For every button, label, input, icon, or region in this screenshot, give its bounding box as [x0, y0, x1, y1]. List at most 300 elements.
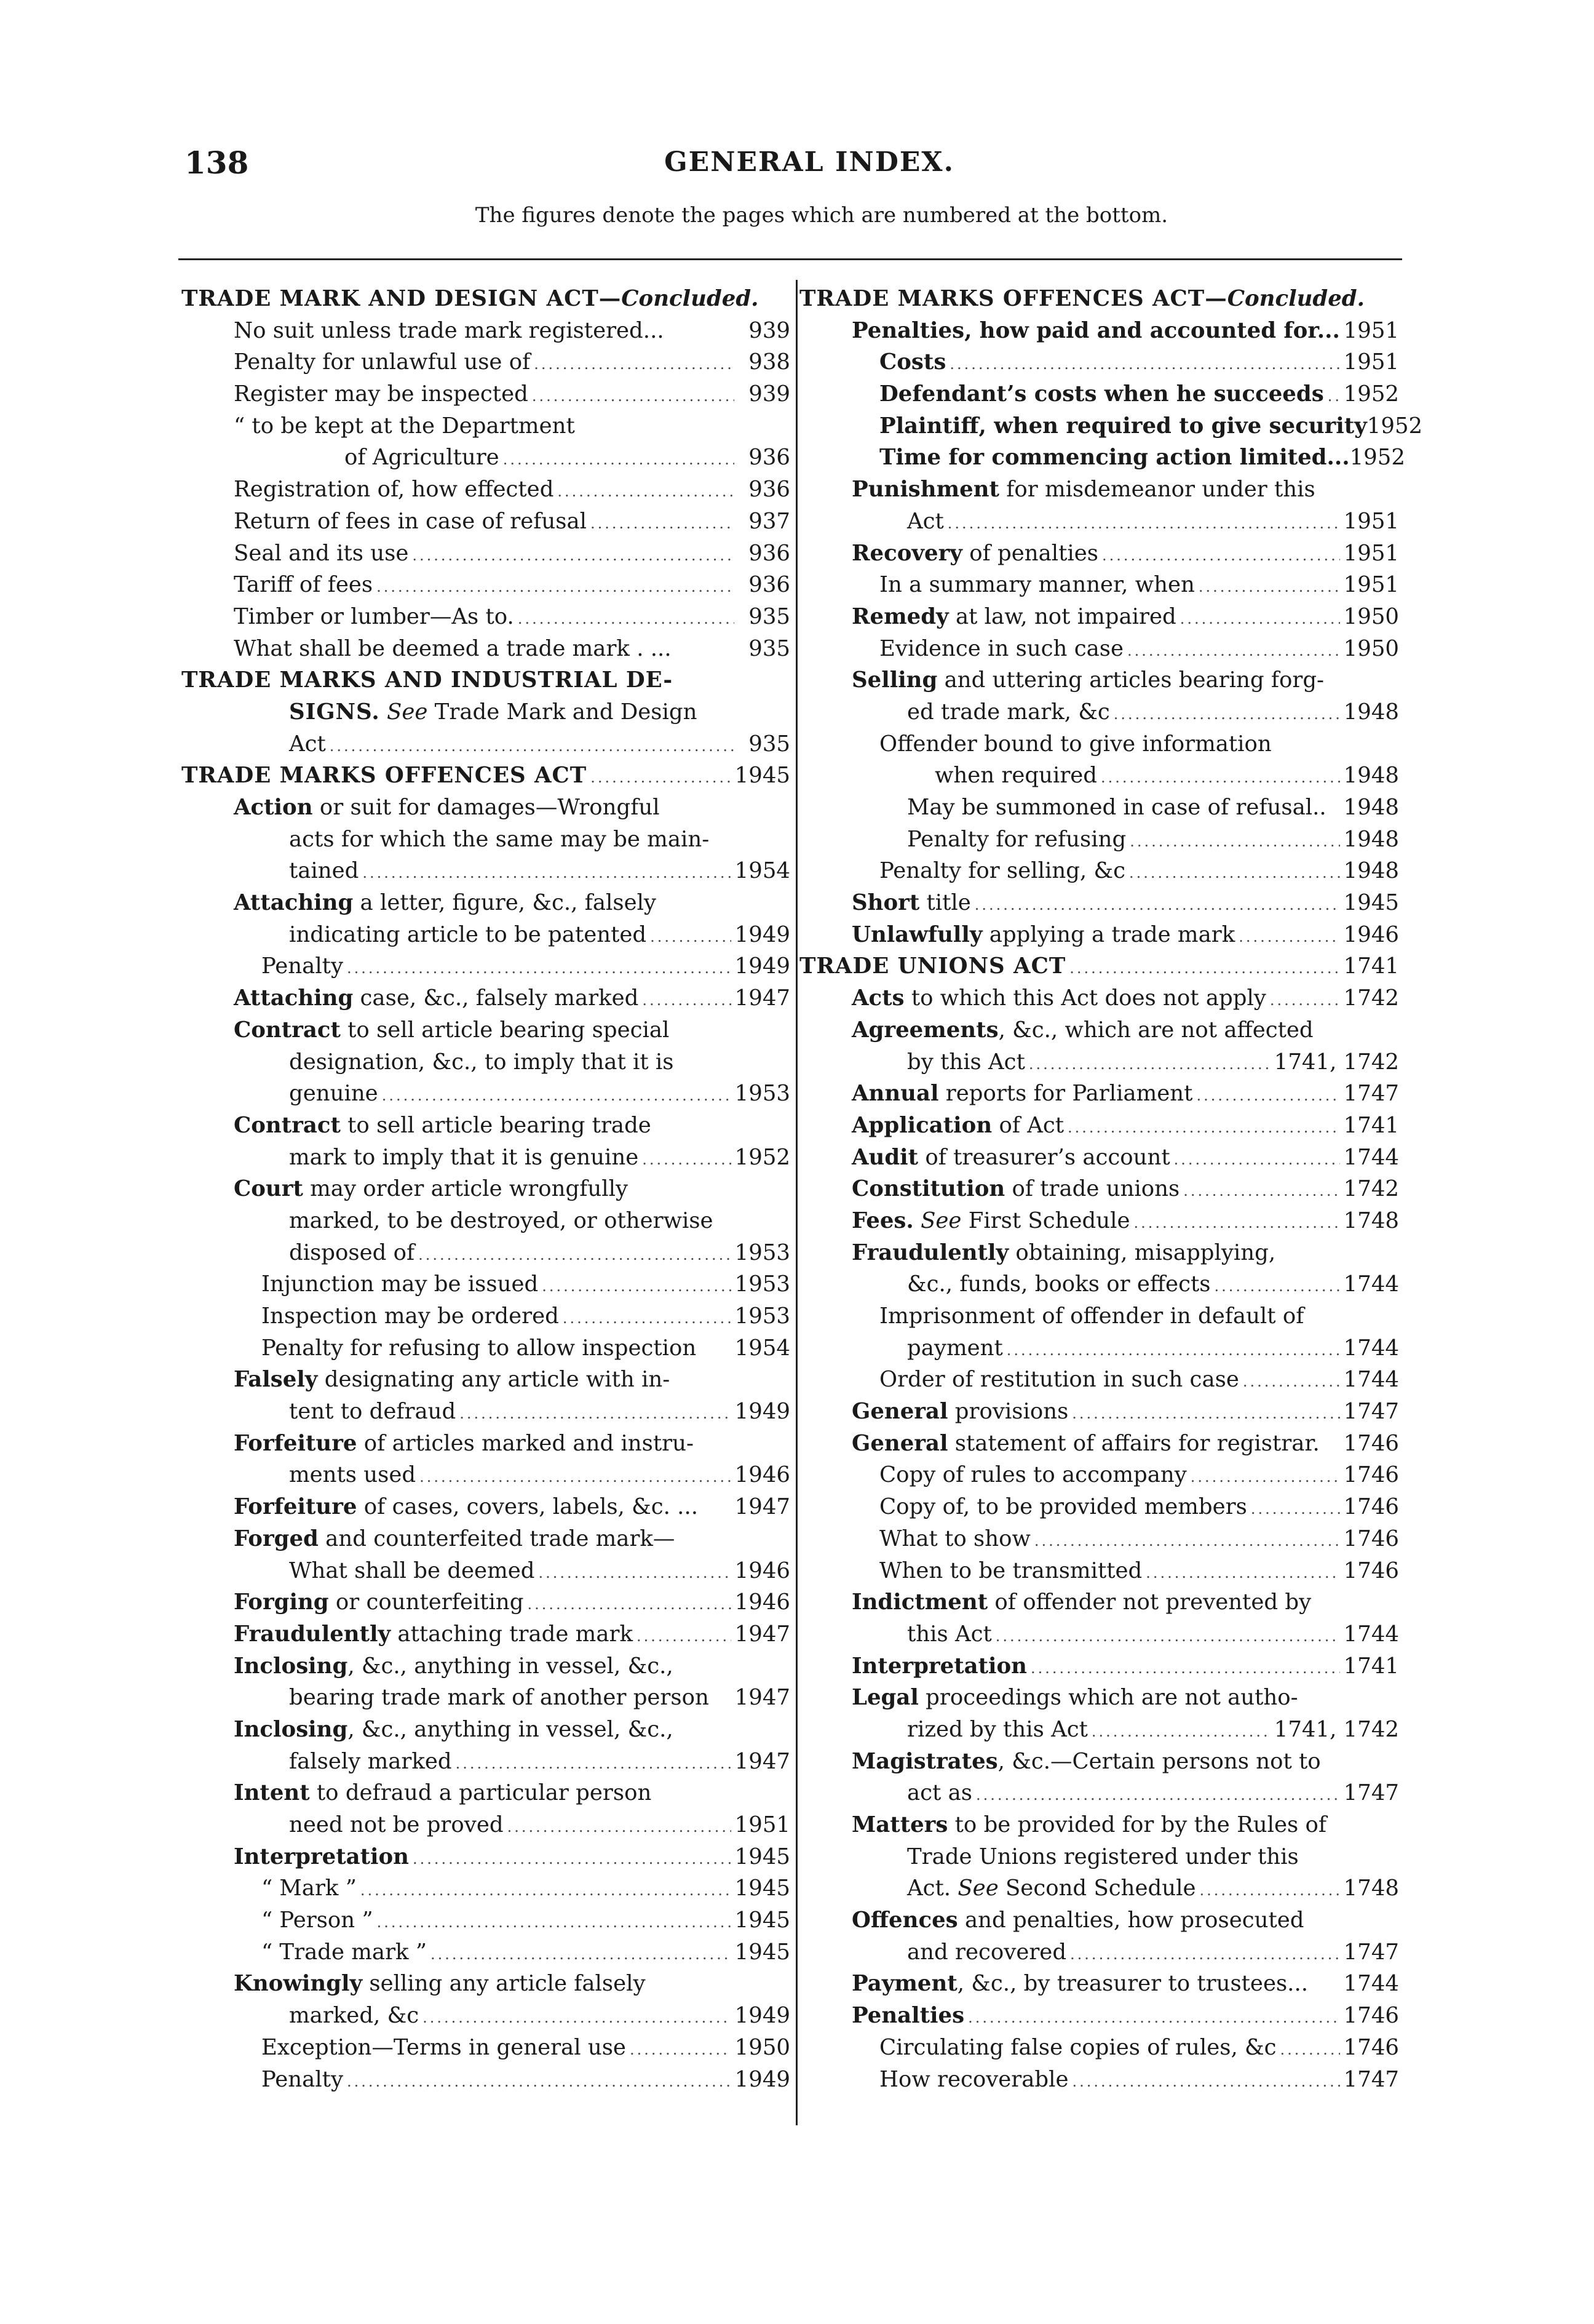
dot-leader	[590, 508, 734, 540]
entry-text-part: act as	[907, 1780, 972, 1806]
dot-leader	[1130, 826, 1339, 858]
entry-text	[261, 1332, 696, 1364]
entry-page-ref: 1746	[1343, 1494, 1399, 1520]
entry-text	[879, 346, 946, 378]
entry-text	[289, 728, 326, 760]
entry-text-part: by this Act	[907, 1049, 1025, 1075]
entry-page-ref: 1946	[1343, 921, 1399, 947]
entry-text	[879, 855, 1125, 887]
entry-text-part: Legal	[852, 1685, 919, 1711]
entry-text	[935, 760, 1097, 792]
entry-text	[852, 664, 1324, 696]
index-entry	[181, 1459, 790, 1491]
entry-text	[799, 283, 1365, 315]
dot-leader	[1068, 1112, 1340, 1144]
entry-text	[879, 1555, 1142, 1587]
dot-leader	[557, 476, 734, 508]
index-entry	[799, 569, 1399, 601]
entry-text-part: Copy of rules to accompany	[879, 1462, 1187, 1488]
index-entry	[799, 1014, 1399, 1046]
entry-text-part: Contract	[234, 1112, 341, 1138]
index-entry	[799, 1904, 1399, 1936]
entry-text-part: to sell article bearing special	[340, 1017, 670, 1043]
entry-page-ref: 1948	[1343, 795, 1399, 820]
dot-leader	[642, 1144, 731, 1176]
dot-leader	[503, 444, 734, 476]
index-entry	[799, 378, 1399, 410]
entry-text-part: indicating article to be patented	[289, 921, 647, 947]
entry-text-part: Registration of, how effected	[234, 477, 554, 503]
index-entry	[799, 1428, 1399, 1460]
entry-text-part: this Act	[907, 1621, 992, 1647]
index-entry	[799, 1300, 1399, 1332]
entry-page-ref: 1953	[734, 1303, 790, 1329]
entry-page-ref: 1954	[734, 1335, 790, 1361]
entry-text	[289, 1809, 504, 1841]
index-entry	[181, 569, 790, 601]
dot-leader	[1214, 1271, 1339, 1303]
index-entry	[181, 1142, 790, 1174]
entry-text-part: Court	[234, 1176, 303, 1202]
entry-text	[852, 982, 1266, 1014]
entry-page-ref: 1742	[1343, 1176, 1399, 1202]
entry-text-part: Order of restitution in such case	[879, 1367, 1239, 1393]
entry-text-part: Forfeiture	[234, 1430, 357, 1456]
entry-text	[852, 538, 1098, 570]
dot-leader	[1070, 1939, 1340, 1971]
dot-leader	[1199, 571, 1340, 603]
index-entry	[799, 1110, 1399, 1142]
dot-leader	[1127, 635, 1340, 667]
entry-text-part: applying a trade mark	[982, 921, 1235, 947]
index-entry	[799, 1841, 1399, 1873]
entry-text	[852, 1586, 1311, 1618]
entry-text-part: Act	[289, 731, 326, 757]
entry-text-part: Intent	[234, 1780, 310, 1806]
entry-text	[234, 1173, 628, 1205]
dot-leader	[1101, 762, 1340, 794]
entry-text	[852, 315, 1340, 347]
entry-text-part: General	[852, 1430, 948, 1456]
entry-text	[234, 538, 408, 570]
entry-text-part: Seal and its use	[234, 540, 409, 566]
entry-text	[907, 1841, 1299, 1873]
entry-page-ref: 1948	[1343, 699, 1399, 725]
index-entry	[181, 506, 790, 538]
entry-text	[234, 378, 528, 410]
entry-text	[234, 1618, 633, 1650]
index-entry	[799, 696, 1399, 728]
entry-text	[852, 601, 1176, 633]
entry-text	[907, 1936, 1066, 1968]
entry-page-ref: 1741	[1343, 1653, 1399, 1679]
entry-text-part: &c., funds, books or effects	[907, 1271, 1211, 1297]
entry-text-part: or counterfeiting	[328, 1590, 524, 1615]
entry-page-ref: 1747	[1343, 2066, 1399, 2092]
index-entry	[799, 1714, 1399, 1746]
index-entry	[799, 1332, 1399, 1364]
entry-text-part: title	[919, 890, 971, 916]
entry-page-ref: 1952	[1343, 381, 1399, 407]
entry-text-part: to defraud a particular person	[309, 1780, 652, 1806]
entry-text-part: Trade Unions registered under this	[907, 1844, 1299, 1869]
entry-text	[879, 633, 1124, 665]
entry-text	[879, 1364, 1239, 1396]
index-entry	[799, 1777, 1399, 1809]
entry-text	[907, 824, 1126, 856]
entry-page-ref: 1744	[1343, 1971, 1399, 1997]
entry-text	[879, 378, 1324, 410]
entry-page-ref: 938	[748, 349, 790, 375]
entry-text-part: provisions	[948, 1399, 1069, 1425]
entry-text-part: case, &c., falsely marked	[353, 985, 639, 1011]
dot-leader	[948, 508, 1340, 540]
entry-text	[289, 824, 709, 856]
dot-leader	[975, 889, 1340, 921]
entry-text-part: Penalties	[852, 2003, 965, 2029]
index-entry	[181, 919, 790, 951]
entry-text	[907, 506, 944, 538]
entry-page-ref: 1953	[734, 1240, 790, 1265]
entry-text	[234, 569, 373, 601]
entry-text-part: , &c.—Certain persons not to	[997, 1748, 1321, 1774]
dot-leader	[1328, 381, 1340, 413]
entry-text-part: of penalties	[962, 540, 1098, 566]
index-entry	[799, 1205, 1399, 1237]
entry-text-part: Indictment	[852, 1590, 988, 1615]
entry-page-ref: 1747	[1343, 1780, 1399, 1806]
dot-leader	[1243, 1366, 1340, 1398]
entry-text-part: May be summoned in case of refusal..	[907, 795, 1326, 820]
index-entry	[181, 1682, 790, 1714]
entry-text	[799, 950, 1066, 982]
index-entry	[181, 664, 790, 696]
dot-leader	[630, 2034, 731, 2066]
entry-text-part: at law, not impaired	[948, 603, 1176, 629]
entry-text	[261, 1268, 538, 1300]
entry-page-ref: 1946	[734, 1462, 790, 1488]
entry-page-ref: 1950	[1343, 635, 1399, 661]
entry-page-ref: 1945	[1343, 890, 1399, 916]
entry-page-ref: 1947	[734, 985, 790, 1011]
entry-text-part	[380, 699, 387, 725]
entry-page-ref: 935	[748, 731, 790, 757]
entry-text-part: of cases, covers, labels, &c. ...	[357, 1494, 699, 1520]
index-entry	[799, 1491, 1399, 1523]
entry-page-ref: 935	[748, 603, 790, 629]
entry-text	[234, 982, 638, 1014]
dot-leader	[1251, 1494, 1340, 1526]
index-entry	[799, 824, 1399, 856]
entry-text-part: “ Trade mark ”	[261, 1939, 427, 1965]
entry-text-part: TRADE MARK AND DESIGN ACT—	[181, 286, 622, 311]
entry-text-part: Penalty for unlawful use of	[234, 349, 531, 375]
entry-text-part: of offender not prevented by	[988, 1590, 1312, 1615]
dot-leader	[422, 2002, 731, 2034]
entry-text-part: TRADE MARKS AND INDUSTRIAL DE-	[181, 667, 673, 693]
dot-leader	[950, 349, 1339, 381]
entry-text	[234, 1586, 523, 1618]
index-entry	[181, 1968, 790, 2000]
dot-leader	[1031, 1653, 1340, 1685]
index-entry	[799, 474, 1399, 506]
entry-text	[907, 1332, 1003, 1364]
entry-text	[852, 1014, 1314, 1046]
entry-text	[234, 1714, 673, 1746]
dot-leader	[1129, 858, 1340, 889]
entry-text	[234, 792, 660, 824]
entry-text-part: to sell article bearing trade	[340, 1112, 651, 1138]
dot-leader	[563, 1303, 731, 1335]
entry-text	[234, 633, 672, 665]
entry-text-part: need not be proved	[289, 1812, 504, 1837]
entry-text-part: Offender bound to give information	[879, 731, 1272, 757]
entry-text-part: Penalties, how paid and accounted for...	[852, 317, 1340, 343]
entry-text-part: Attaching	[234, 890, 354, 916]
entry-text	[289, 696, 697, 728]
entry-page-ref: 1746	[1343, 2034, 1399, 2060]
dot-leader	[518, 603, 734, 635]
entry-text-part: Constitution	[852, 1176, 1005, 1202]
entry-text-part: Unlawfully	[852, 921, 983, 947]
dot-leader	[1270, 985, 1340, 1017]
entry-text-part: Inspection may be ordered	[261, 1303, 559, 1329]
entry-page-ref: 1952	[1349, 445, 1405, 471]
entry-text	[852, 1968, 1308, 2000]
entry-text-part: Penalty	[261, 953, 344, 979]
entry-text-part: What to show	[879, 1526, 1031, 1551]
index-entry	[799, 1142, 1399, 1174]
entry-text-part	[914, 1208, 921, 1233]
entry-text	[907, 1872, 1196, 1904]
entry-text	[852, 1078, 1192, 1110]
entry-text	[261, 2064, 343, 2096]
entry-text	[907, 792, 1326, 824]
dot-leader	[1183, 1176, 1339, 1208]
entry-text-part: disposed of	[289, 1240, 415, 1265]
index-entry	[799, 792, 1399, 824]
index-entry	[799, 950, 1399, 982]
entry-text	[852, 474, 1315, 506]
dot-leader	[418, 1240, 731, 1271]
entry-text-part: Concluded.	[1227, 286, 1365, 311]
entry-text	[261, 1904, 373, 1936]
dot-leader	[1114, 699, 1340, 731]
entry-text	[234, 1364, 670, 1396]
entry-text-part: Falsely	[234, 1367, 318, 1393]
entry-text-part: Inclosing	[234, 1653, 348, 1679]
entry-text-part: Selling	[852, 667, 938, 693]
entry-page-ref: 939	[748, 317, 790, 343]
entry-page-ref: 1741	[1343, 953, 1399, 979]
entry-text-part: Recovery	[852, 540, 962, 566]
entry-text-part: obtaining, misapplying,	[1009, 1240, 1276, 1265]
entry-text	[289, 1046, 674, 1078]
entry-text	[289, 2000, 419, 2032]
entry-text-part: Interpretation	[852, 1653, 1027, 1679]
entry-text-part: Application	[852, 1112, 993, 1138]
entry-text-part: Interpretation	[234, 1844, 409, 1869]
dot-leader	[996, 1621, 1340, 1653]
index-entry	[181, 2032, 790, 2064]
index-entry	[181, 1268, 790, 1300]
index-entry	[799, 1968, 1399, 2000]
entry-text-part: Exception—Terms in general use	[261, 2034, 626, 2060]
entry-text	[234, 1428, 694, 1460]
entry-text-part: of treasurer’s account	[918, 1144, 1170, 1170]
entry-text-part: may order article wrongfully	[303, 1176, 628, 1202]
dot-leader	[347, 2066, 731, 2098]
dot-leader	[534, 349, 734, 381]
dot-leader	[430, 1939, 731, 1971]
entry-text-part: designation, &c., to imply that it is	[289, 1049, 674, 1075]
entry-page-ref: 1744	[1343, 1271, 1399, 1297]
entry-page-ref: 1949	[734, 1399, 790, 1425]
entry-text	[879, 1523, 1031, 1555]
entry-text	[879, 1300, 1304, 1332]
entry-text	[289, 1459, 416, 1491]
entry-text-part: Circulating false copies of rules, &c	[879, 2034, 1277, 2060]
entry-text-part: ments used	[289, 1462, 416, 1488]
entry-text-part: Concluded.	[621, 286, 759, 311]
entry-text	[879, 2032, 1277, 2064]
entry-text-part: Forged	[234, 1526, 319, 1551]
entry-text-part: No suit unless trade mark registered...	[234, 317, 664, 343]
entry-page-ref: 1945	[734, 1844, 790, 1869]
entry-page-ref: 936	[748, 572, 790, 598]
index-entry	[181, 950, 790, 982]
index-entry	[181, 1777, 790, 1809]
entry-text	[852, 2000, 964, 2032]
entry-text	[852, 919, 1235, 951]
index-entry	[181, 1809, 790, 1841]
entry-page-ref: 1747	[1343, 1939, 1399, 1965]
entry-text	[289, 1746, 452, 1778]
entry-text-part: payment	[907, 1335, 1003, 1361]
entry-text	[261, 950, 343, 982]
entry-text	[234, 601, 514, 633]
index-entry	[799, 315, 1399, 347]
index-entry	[181, 824, 790, 856]
dot-leader	[590, 762, 731, 794]
entry-text	[234, 1523, 675, 1555]
entry-text-part: Trade Mark and Design	[427, 699, 697, 725]
index-entry	[181, 1364, 790, 1396]
entry-text-part: TRADE MARKS OFFENCES ACT—	[799, 286, 1227, 311]
entry-text-part: Defendant’s costs when he succeeds	[879, 381, 1324, 407]
entry-text-part: General	[852, 1399, 948, 1425]
index-entry	[181, 378, 790, 410]
entry-text	[907, 1714, 1088, 1746]
entry-text-part: bearing trade mark of another person	[289, 1685, 709, 1711]
entry-text-part: Penalty for refusing	[907, 826, 1127, 852]
index-entry	[181, 1396, 790, 1428]
index-entry	[181, 1237, 790, 1269]
entry-page-ref: 1947	[734, 1685, 790, 1711]
entry-text	[289, 1237, 414, 1269]
entry-text-part: to be provided for by the Rules of	[948, 1812, 1327, 1837]
entry-page-ref: 935	[748, 635, 790, 661]
index-entry	[181, 696, 790, 728]
entry-page-ref: 1951	[1343, 349, 1399, 375]
dot-leader	[1007, 1335, 1340, 1367]
entry-text-part: Tariff of fees	[234, 572, 373, 598]
page-number: 138	[184, 145, 249, 181]
entry-text	[879, 442, 1350, 474]
index-entry	[799, 887, 1399, 919]
index-entry	[799, 442, 1405, 474]
entry-text	[852, 1428, 1320, 1460]
entry-text-part: of Act	[992, 1112, 1065, 1138]
entry-text-part: Remedy	[852, 603, 949, 629]
entry-page-ref: 1746	[1343, 1558, 1399, 1583]
index-entry	[181, 315, 790, 347]
column-divider	[796, 280, 798, 2125]
entry-text	[261, 1936, 427, 1968]
index-entry	[181, 601, 790, 633]
dot-leader	[1092, 1716, 1271, 1748]
dot-leader	[1034, 1526, 1340, 1558]
index-entry	[181, 728, 790, 760]
entry-page-ref: 1952	[1366, 413, 1423, 439]
entry-text-part: tained	[289, 858, 359, 884]
top-rule	[178, 258, 1402, 260]
entry-text-part: Short	[852, 890, 920, 916]
entry-page-ref: 1951	[1343, 317, 1399, 343]
index-entry	[181, 1014, 790, 1046]
entry-text	[879, 410, 1367, 442]
index-entry	[181, 855, 790, 887]
dot-leader	[976, 1780, 1340, 1812]
entry-page-ref: 1948	[1343, 763, 1399, 789]
entry-text	[907, 696, 1110, 728]
index-entry	[181, 1205, 790, 1237]
entry-text-part: What shall be deemed	[289, 1558, 535, 1583]
entry-text	[234, 474, 553, 506]
entry-page-ref: 1949	[734, 921, 790, 947]
entry-page-ref: 1948	[1343, 858, 1399, 884]
entry-text	[261, 1300, 559, 1332]
entry-page-ref: 937	[748, 508, 790, 534]
index-entry	[181, 538, 790, 570]
entry-text-part: , &c., by treasurer to trustees...	[957, 1971, 1309, 1997]
index-entry	[799, 1046, 1399, 1078]
index-entry	[181, 2064, 790, 2096]
entry-text	[234, 346, 530, 378]
entry-text	[234, 1968, 646, 2000]
entry-page-ref: 1954	[734, 858, 790, 884]
entry-text-part: Plaintiff, when required to give security	[879, 413, 1367, 439]
dot-leader	[1102, 540, 1340, 572]
entry-text-part: tent to defraud	[289, 1399, 456, 1425]
entry-text-part: marked, to be destroyed, or otherwise	[289, 1208, 713, 1233]
index-entry	[181, 1491, 790, 1523]
entry-text	[852, 1237, 1275, 1269]
dot-leader	[456, 1748, 731, 1780]
dot-leader	[636, 1621, 731, 1653]
index-entry	[799, 1078, 1399, 1110]
index-entry	[799, 410, 1423, 442]
entry-text	[852, 1904, 1304, 1936]
entry-text-part: How recoverable	[879, 2066, 1069, 2092]
entry-page-ref: 1747	[1343, 1081, 1399, 1107]
entry-text	[289, 1078, 378, 1110]
dot-leader	[376, 571, 734, 603]
entry-text-part: Evidence in such case	[879, 635, 1124, 661]
index-entry	[181, 760, 790, 792]
index-entry	[181, 633, 790, 665]
entry-page-ref: 1747	[1343, 1399, 1399, 1425]
